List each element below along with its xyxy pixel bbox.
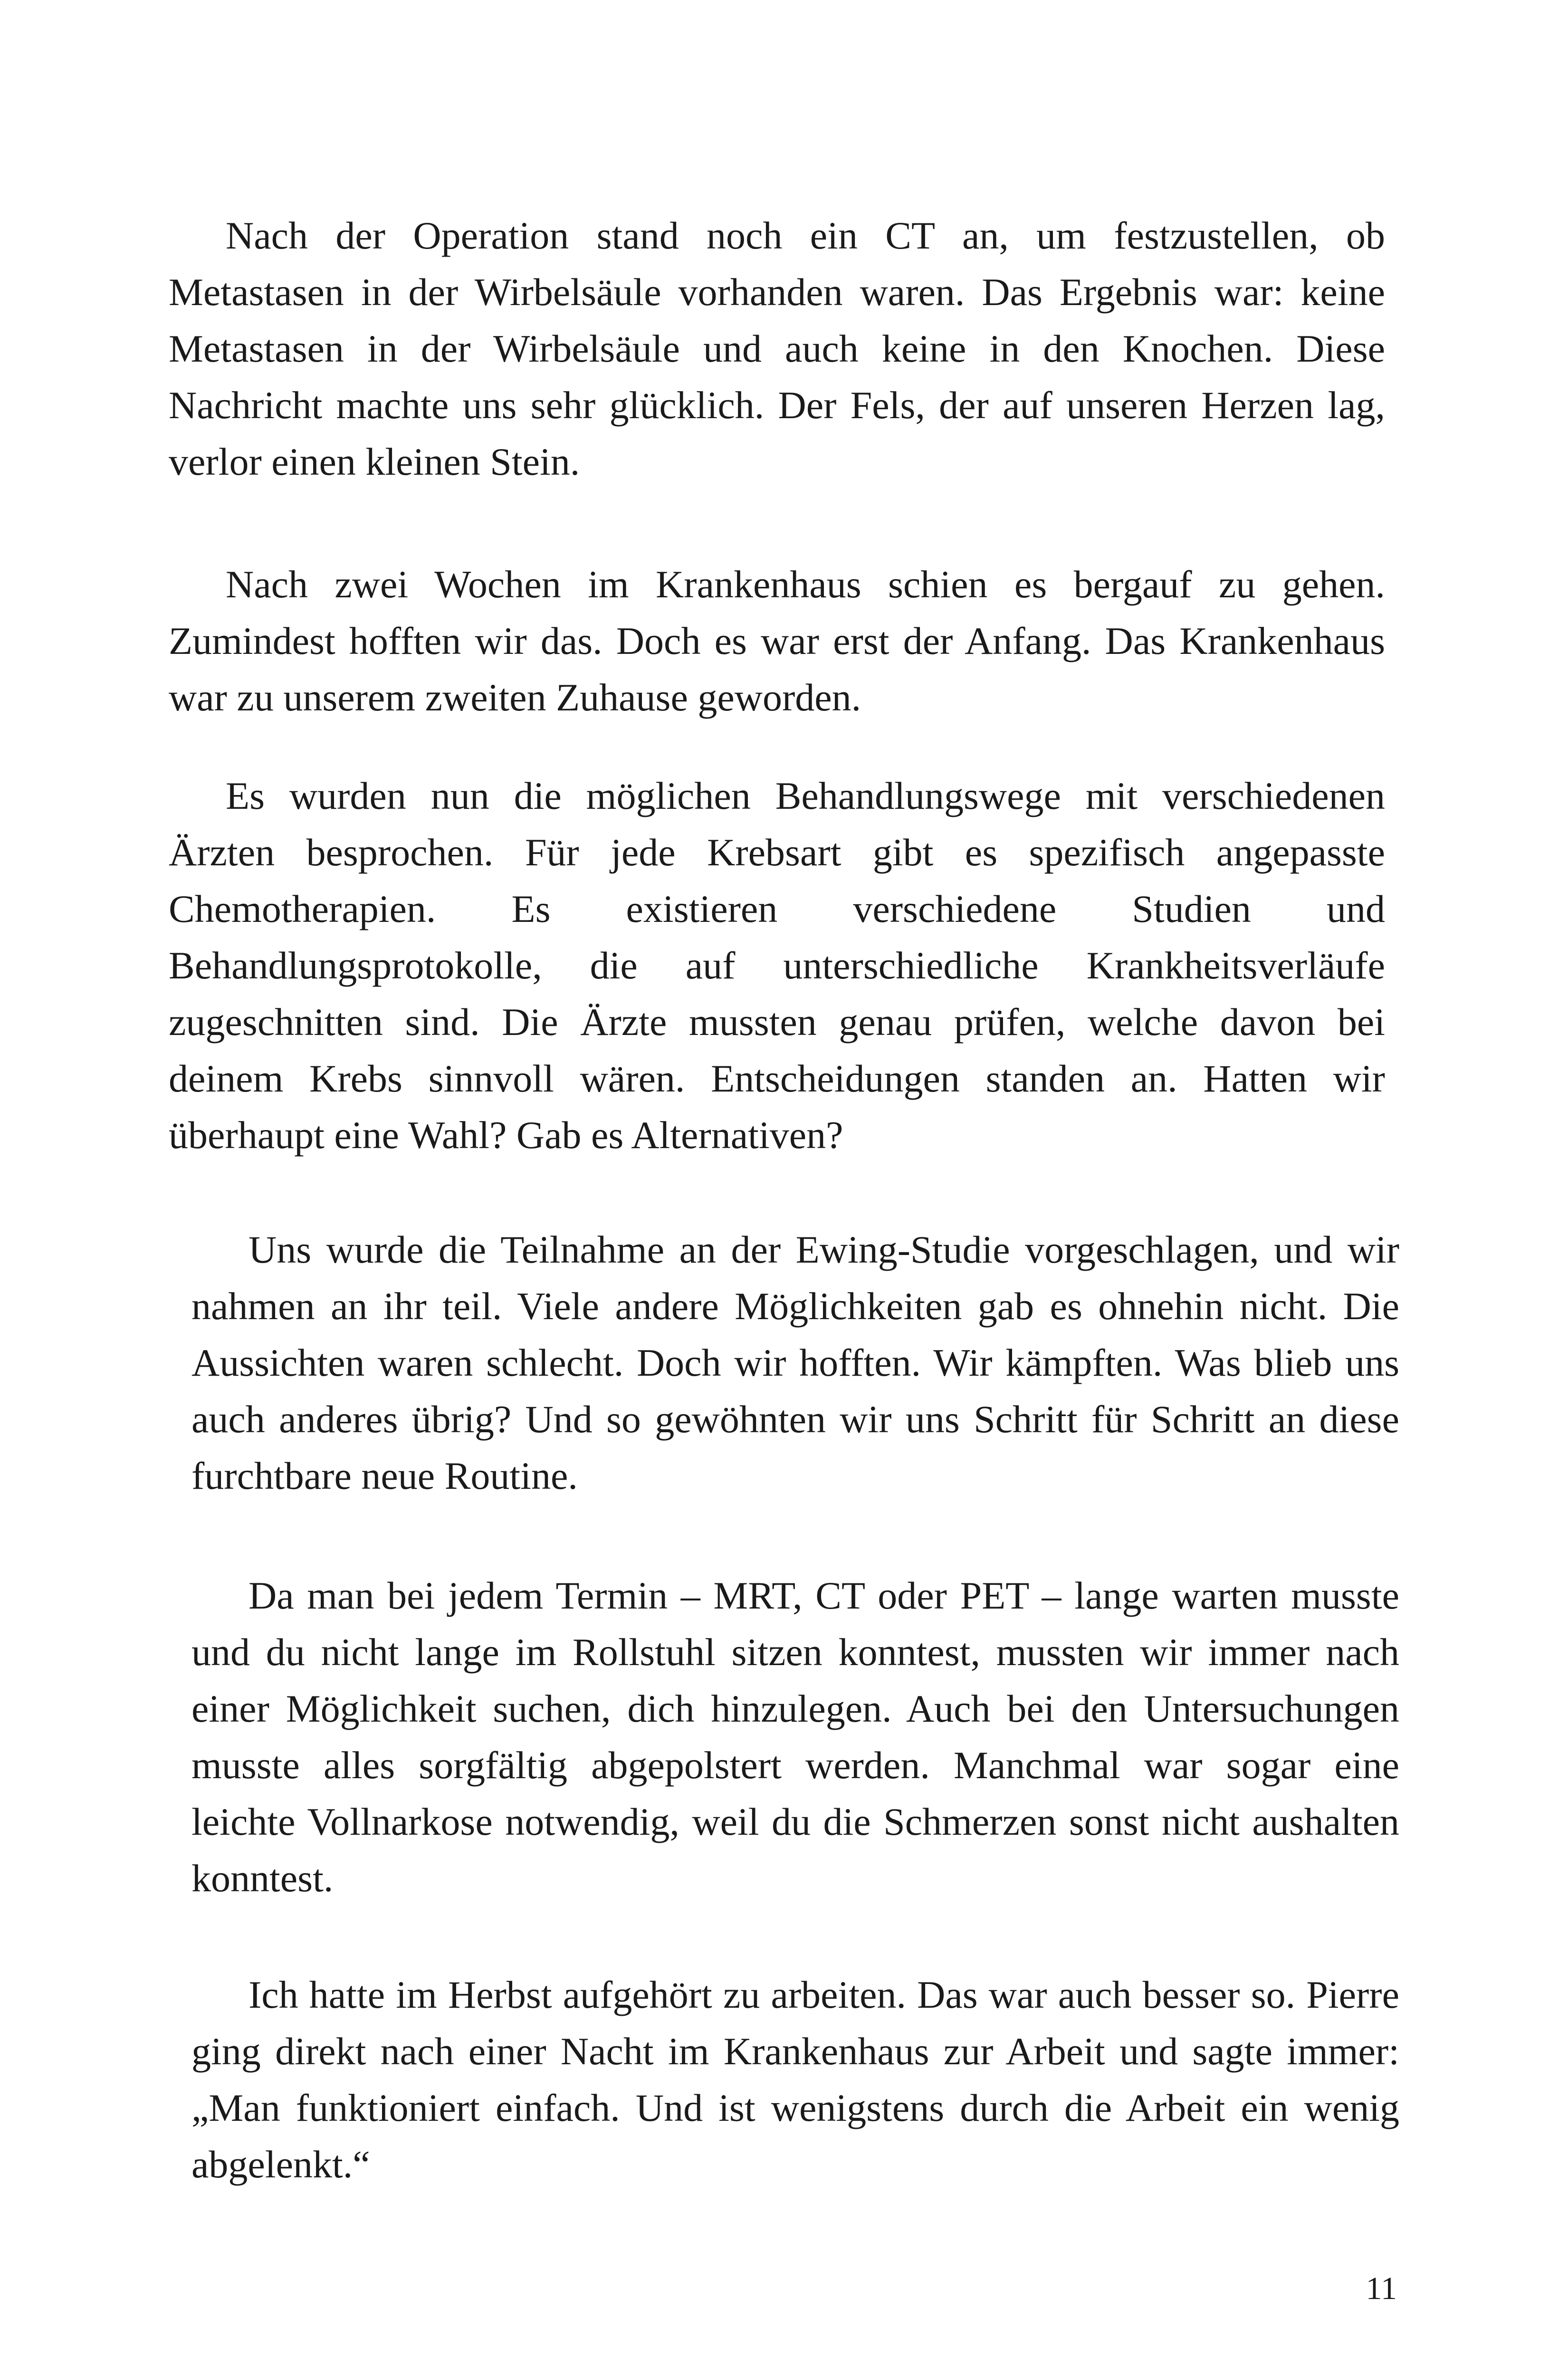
page-number: 11 [1366,2270,1397,2306]
paragraph-1: Nach der Operation stand noch ein CT an, um festzustellen, ob Metastasen in der Wirbelsäule vorhanden waren. Das Ergebnis war: keine Metastasen in der Wirbelsäule und auch keine in den Knochen. Diese Nachricht machte uns sehr glücklich. Der Fels, der auf unseren Herzen lag, verlor einen kleinen Stein. [169,214,1385,483]
paragraph-4: Uns wurde die Teilnahme an der Ewing-Studie vorgeschlagen, und wir nahmen an ihr teil. Viele andere Möglichkeiten gab es ohnehin nicht. Die Aussichten waren schlecht. Doch wir hofften. Wir kämpften. Was blieb uns auch anderes übrig? Und so gewöhnten wir uns Schritt für Schritt an diese furchtbare neue Routine. [191,1228,1399,1497]
paragraph-5: Da man bei jedem Termin – MRT, CT oder PET – lange warten musste und du nicht lange im Rollstuhl sitzen konntest, mussten wir immer nach einer Möglichkeit suchen, dich hinzulegen. Auch bei den Untersuchungen musste alles sorgfältig abgepolstert werden. Manchmal war sogar eine leichte Vollnarkose notwendig, weil du die Schmerzen sonst nicht aushalten konntest. [191,1574,1399,1900]
paragraph-2: Nach zwei Wochen im Krankenhaus schien es bergauf zu gehen. Zumindest hofften wir das. Doch es war erst der Anfang. Das Krankenhaus war zu unserem zweiten Zuhause geworden. [169,563,1385,719]
paragraph-6: Ich hatte im Herbst aufgehört zu arbeiten. Das war auch besser so. Pierre ging direkt nach einer Nacht im Krankenhaus zur Arbeit und sagte immer: „Man funktioniert einfach. Und ist wenigstens durch die Arbeit ein wenig abgelenkt.“ [191,1973,1399,2186]
paragraph-3: Es wurden nun die möglichen Behandlungswege mit verschiedenen Ärzten besprochen. Für jede Krebsart gibt es spezifisch angepasste Chemotherapien. Es existieren verschiedene Studien und Behandlungsprotokolle, die auf unterschiedliche Krankheitsverläufe zugeschnitten sind. Die Ärzte mussten genau prüfen, welche davon bei deinem Krebs sinnvoll wären. Entscheidungen standen an. Hatten wir überhaupt eine Wahl? Gab es Alternativen? [169,774,1385,1157]
